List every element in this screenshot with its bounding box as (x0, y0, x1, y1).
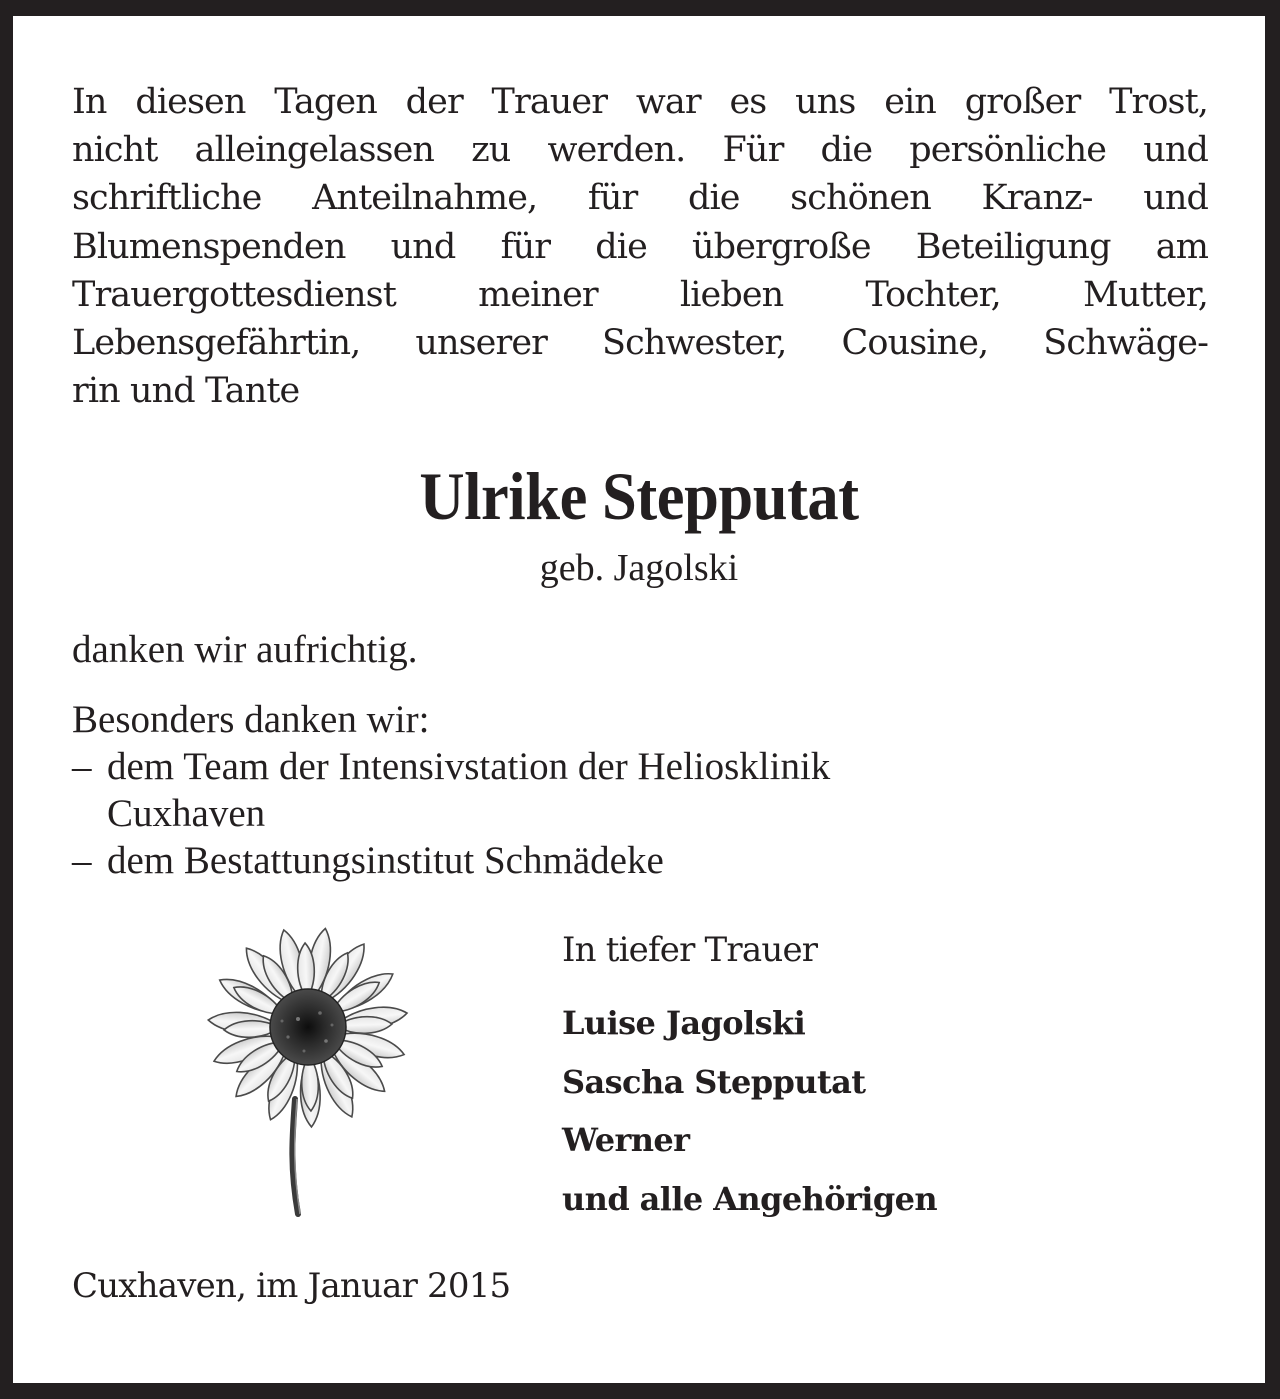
intro-line: nicht alleingelassen zu werden. Für die persönliche und (72, 130, 1208, 171)
dash-bullet: – (72, 745, 92, 788)
special-thanks-item (72, 837, 830, 884)
mourners-block (562, 928, 937, 1228)
special-thanks-text: dem Team der Intensivstation der Heliosklinik (107, 745, 831, 788)
intro-line: rin und Tante (72, 371, 300, 412)
intro-line: Trauergottesdienst meiner lieben Tochter, Mutter, (72, 274, 1208, 315)
special-thanks-text: dem Bestattungsinstitut Schmädeke (107, 839, 664, 882)
mourner-name: Sascha Stepputat (562, 1062, 866, 1101)
intro-paragraph (72, 78, 1208, 415)
obituary-notice (13, 16, 1265, 1383)
intro-line: schriftliche Anteilnahme, für die schönen Kranz- und (72, 178, 1208, 219)
intro-line: In diesen Tagen der Trauer war es uns ein großer Trost, (72, 82, 1208, 122)
intro-line: Lebensgefährtin, unserer Schwester, Cousine, Schwäge- (72, 323, 1208, 364)
mourner-name: Werner (562, 1121, 690, 1159)
intro-line: Blumenspenden und für die übergroße Beteiligung am (72, 226, 1208, 267)
mourner-name: Luise Jagolski (562, 1004, 806, 1042)
place-and-date: Cuxhaven, im Januar 2015 (72, 1266, 511, 1306)
dash-bullet: – (72, 839, 92, 882)
mourners-heading: In tiefer Trauer (562, 930, 818, 970)
sunflower-icon (198, 909, 418, 1219)
special-thanks-continuation: Cuxhaven (107, 792, 266, 835)
maiden-name: geb. Jagolski (539, 547, 739, 589)
special-thanks-heading: Besonders danken wir: (72, 698, 430, 741)
special-thanks-list (72, 743, 830, 884)
thanks-line: danken wir aufrichtig. (72, 628, 418, 671)
deceased-name: Ulrike Stepputat (419, 458, 859, 534)
mourner-name: und alle Angehörigen (562, 1179, 938, 1218)
special-thanks-item (72, 743, 830, 837)
